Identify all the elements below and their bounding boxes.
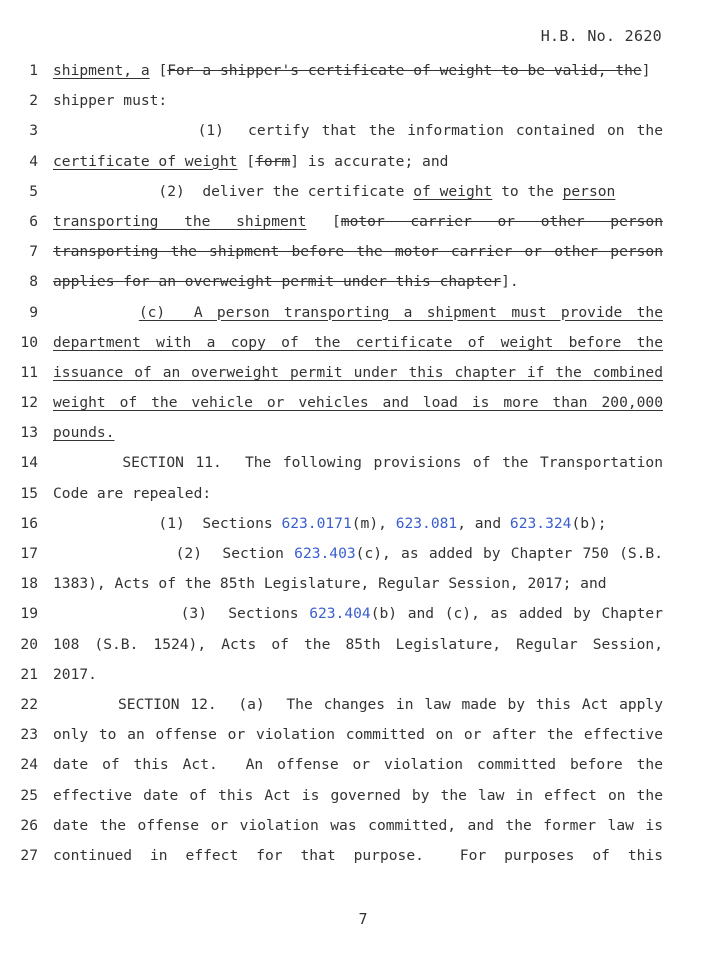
text-segment: (2) deliver the certificate [53,182,414,200]
text-line [18,599,663,629]
text-line [18,86,663,116]
line-number: 7 [29,243,38,261]
line-text [53,237,663,267]
line-number: 3 [29,122,38,140]
text-segment: Code are repealed: [53,484,212,502]
line-number: 26 [20,816,38,834]
text-line [18,358,663,388]
text-line [18,388,663,418]
line-number: 8 [29,273,38,291]
text-line [18,418,663,448]
line-number: 4 [29,152,38,170]
inserted-text: weight of the vehicle or vehicles and load is more than 200,000 [53,394,663,412]
line-text [53,781,663,811]
text-segment: date the offense or violation was committed, and the former law is [53,816,663,834]
line-number: 10 [20,333,38,351]
line-text [53,388,663,418]
inserted-text: person [562,182,616,200]
deleted-text: motor carrier or other person [340,212,663,230]
text-segment: (m), [351,514,396,532]
line-number: 23 [20,726,38,744]
text-line [18,569,663,599]
text-segment: , and [457,514,510,532]
line-text [53,750,663,780]
line-text [53,147,663,177]
line-text [53,358,663,388]
text-segment: (1) certify that the information contained on the [53,122,664,140]
text-segment: date of this Act. An offense or violation committed before the [53,756,663,774]
line-text [53,448,663,478]
text-segment: [ [237,152,256,170]
text-segment: (1) Sections [53,514,282,532]
text-segment: 1383), Acts of the 85th Legislature, Regular Session, 2017; and [53,575,607,593]
inserted-text: of weight [413,182,493,200]
line-text [53,811,663,841]
text-line [18,509,663,539]
line-text [53,267,663,297]
text-segment: ] [641,62,651,79]
line-text [53,418,663,448]
text-segment [53,304,139,321]
line-text [53,56,663,86]
line-text [53,328,663,358]
text-line [18,539,663,569]
line-number: 25 [20,786,38,804]
text-segment: 2017. [53,665,97,683]
text-line [18,177,663,207]
bill-number-header: H.B. No. 2620 [540,27,662,45]
line-text [53,298,663,328]
text-segment: to the [492,182,563,200]
line-number: 9 [29,303,38,321]
line-number: 17 [20,545,38,562]
line-number: 22 [20,695,38,713]
text-line [18,267,663,297]
line-text [53,599,663,629]
line-text [53,539,663,569]
line-text [53,86,663,116]
text-line [18,207,663,237]
line-number: 2 [29,92,38,110]
statute-link[interactable]: 623.0171 [281,514,352,532]
text-line [18,147,663,177]
inserted-text: transporting the shipment [53,212,307,230]
line-text [53,177,663,207]
line-text [53,116,663,146]
page-number: 7 [358,910,368,928]
line-text [53,207,663,237]
text-line [18,237,663,267]
text-segment: continued in effect for that purpose. For purposes of this [53,846,663,864]
text-segment: (2) Section [53,545,295,562]
deleted-text: transporting the shipment before the motor carrier or other person [53,243,663,261]
statute-link[interactable]: 623.081 [395,514,458,532]
line-number: 21 [20,665,38,683]
deleted-text: applies for an overweight permit under this chapter [53,273,502,291]
line-number: 13 [20,424,38,442]
line-number: 19 [20,605,38,623]
text-segment: [ [149,62,168,79]
text-segment: (3) Sections [53,605,310,623]
text-line [18,479,663,509]
line-number: 1 [29,62,38,79]
text-segment: (c), as added by Chapter 750 (S.B. [355,545,663,562]
line-number: 18 [20,575,38,593]
text-line [18,298,663,328]
text-segment: SECTION 11. The following provisions of the Transportation [53,454,663,472]
text-segment: (b); [571,514,607,532]
text-segment: effective date of this Act is governed by the law in effect on the [53,786,663,804]
text-segment: 108 (S.B. 1524), Acts of the 85th Legislature, Regular Session, [53,635,663,653]
inserted-text: certificate of weight [53,152,238,170]
line-text [53,630,663,660]
line-number: 5 [29,182,38,200]
text-line [18,448,663,478]
text-line [18,781,663,811]
text-segment: shipper must: [53,92,168,110]
text-line [18,690,663,720]
inserted-text: pounds. [53,424,115,442]
deleted-text: For a shipper's certificate of weight to be valid, the [167,62,642,79]
line-number: 14 [20,454,38,472]
line-number: 16 [20,514,38,532]
line-text [53,660,663,690]
text-segment: ] is accurate; and [290,152,449,170]
text-line [18,750,663,780]
text-line [18,56,663,86]
line-text [53,720,663,750]
text-segment: (b) and (c), as added by Chapter [370,605,663,623]
text-segment: SECTION 12. (a) The changes in law made by this Act apply [53,695,663,713]
text-line [18,841,663,871]
line-text [53,841,663,871]
statute-link[interactable]: 623.403 [294,545,356,562]
text-line [18,116,663,146]
line-number: 27 [20,846,38,864]
text-line [18,811,663,841]
line-text [53,479,663,509]
text-line [18,660,663,690]
statute-link[interactable]: 623.404 [309,605,371,623]
line-number: 11 [20,363,38,381]
line-text [53,569,663,599]
text-line [18,720,663,750]
text-line [18,630,663,660]
inserted-text: (c) A person transporting a shipment must provide the [138,303,663,321]
line-number: 6 [29,212,38,230]
deleted-text: form [255,152,291,170]
line-number: 20 [20,635,38,653]
line-number: 24 [20,756,38,774]
line-number: 15 [20,484,38,502]
text-segment: [ [306,212,341,230]
inserted-text: shipment, a [53,62,150,79]
text-segment: only to an offense or violation committed on or after the effective [53,726,663,744]
inserted-text: department with a copy of the certificate of weight before the [53,333,663,351]
text-line [18,328,663,358]
statute-link[interactable]: 623.324 [509,514,572,532]
bill-text-body [18,56,663,871]
inserted-text: issuance of an overweight permit under this chapter if the combined [53,363,663,381]
line-text [53,509,663,539]
line-text [53,690,663,720]
text-segment: ]. [501,273,519,291]
line-number: 12 [20,394,38,412]
